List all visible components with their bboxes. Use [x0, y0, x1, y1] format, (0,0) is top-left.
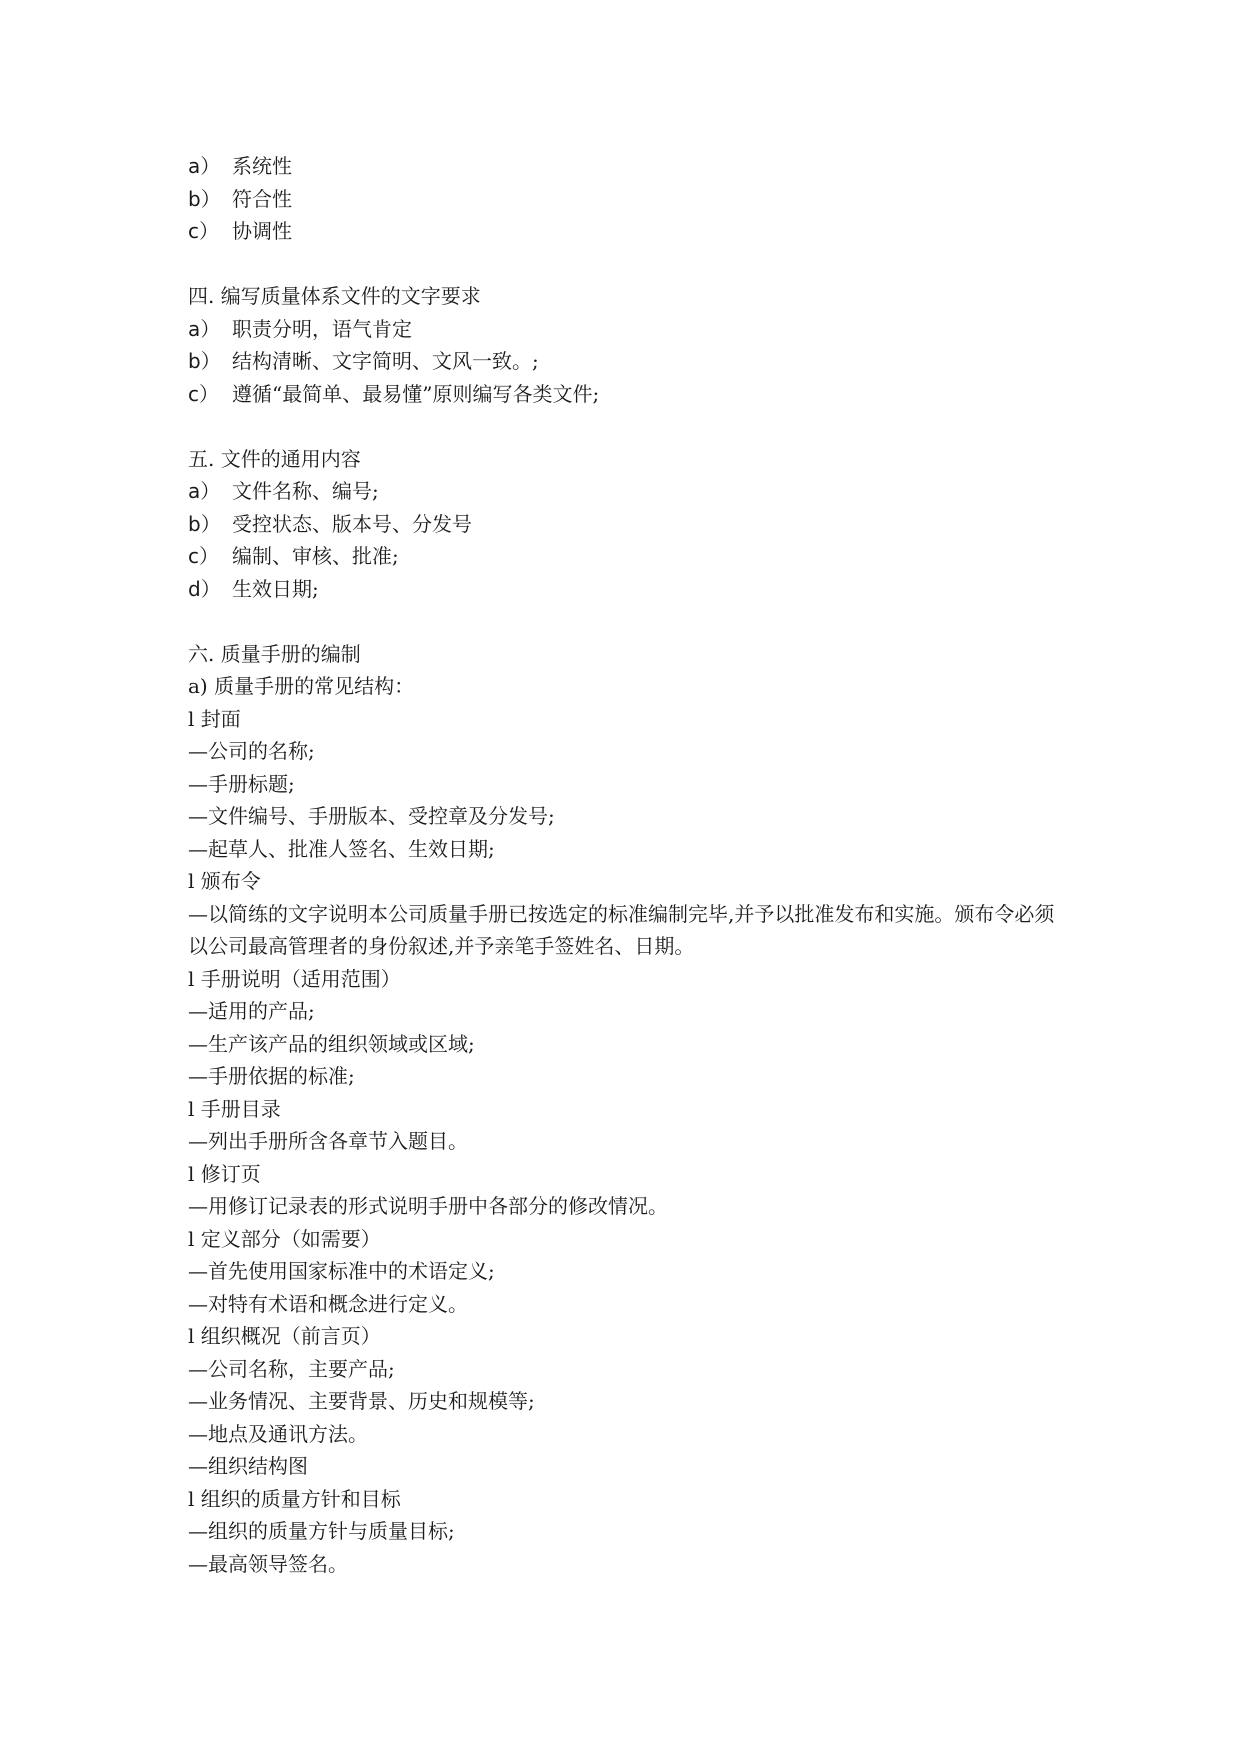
list-text: 协调性	[232, 219, 292, 243]
text-line: —生产该产品的组织领域或区域;	[188, 1031, 475, 1056]
document-page	[188, 150, 1068, 1580]
list-text: 遵循“最简单、最易懂”原则编写各类文件;	[232, 381, 600, 406]
list-item	[188, 313, 1068, 346]
text-line: —手册标题;	[188, 771, 295, 796]
text-line: —公司名称，主要产品;	[188, 1356, 395, 1381]
text-line: —文件编号、手册版本、受控章及分发号;	[188, 804, 555, 828]
text-line: l 手册说明（适用范围）	[188, 966, 401, 991]
list-text: 受控状态、版本号、分发号	[232, 511, 472, 536]
list-item	[188, 508, 1068, 541]
section-heading: 四. 编写质量体系文件的文字要求	[188, 284, 481, 308]
text-line: l 组织概况（前言页）	[188, 1324, 381, 1348]
list-text: 职责分明，语气肯定	[232, 316, 412, 341]
spacer	[188, 248, 1068, 281]
text-line: l 手册目录	[188, 1096, 281, 1121]
text-line: l 封面	[188, 706, 241, 731]
list-text: 生效日期;	[232, 576, 319, 601]
list-text: 文件名称、编号;	[232, 479, 379, 503]
list-label: a）	[188, 316, 221, 341]
text-line: l 组织的质量方针和目标	[188, 1486, 401, 1511]
list-item	[188, 378, 1068, 411]
text-line: —最高领导签名。	[188, 1551, 348, 1576]
text-line: —适用的产品;	[188, 999, 315, 1023]
intro-list	[188, 150, 1068, 248]
text-line: —手册依据的标准;	[188, 1064, 355, 1088]
paragraph: —以简练的文字说明本公司质量手册已按选定的标准编制完毕,并予以批准发布和实施。颁布令必须以公司最高管理者的身份叙述,并予亲笔手签姓名、日期。	[188, 901, 1055, 958]
list-item	[188, 475, 1068, 508]
text-line: —起草人、批准人签名、生效日期;	[188, 836, 495, 861]
section-5	[188, 443, 1068, 606]
section-subheading: a) 质量手册的常见结构：	[188, 674, 415, 698]
list-label: b）	[188, 349, 221, 373]
list-label: b）	[188, 511, 221, 536]
list-label: c）	[188, 544, 219, 568]
list-text: 编制、审核、批准;	[232, 544, 399, 568]
section-heading: 五. 文件的通用内容	[188, 446, 361, 471]
text-line: —组织的质量方针与质量目标;	[188, 1519, 455, 1543]
list-label: c）	[188, 219, 219, 243]
list-label: c）	[188, 381, 219, 406]
list-item	[188, 215, 1068, 248]
text-line: —列出手册所含各章节入题目。	[188, 1129, 468, 1153]
list-item	[188, 150, 1068, 183]
list-text: 符合性	[232, 186, 292, 211]
list-item	[188, 183, 1068, 216]
text-line: l 定义部分（如需要）	[188, 1226, 381, 1251]
section-4	[188, 280, 1068, 410]
text-line: —组织结构图	[188, 1454, 308, 1478]
section-heading: 六. 质量手册的编制	[188, 641, 361, 666]
list-item	[188, 345, 1068, 378]
list-label: a）	[188, 479, 221, 503]
text-line: —地点及通讯方法。	[188, 1421, 368, 1446]
text-line: —公司的名称;	[188, 739, 315, 763]
list-text: 结构清晰、文字简明、文风一致。;	[232, 349, 539, 373]
list-label: d）	[188, 576, 221, 601]
list-label: b）	[188, 186, 221, 211]
list-item	[188, 573, 1068, 606]
text-line: l 颁布令	[188, 869, 261, 893]
section-6	[188, 638, 1068, 1581]
list-text: 系统性	[232, 154, 292, 178]
text-line: —业务情况、主要背景、历史和规模等;	[188, 1389, 535, 1413]
text-line: —对特有术语和概念进行定义。	[188, 1291, 468, 1316]
list-label: a）	[188, 154, 221, 178]
text-line: l 修订页	[188, 1161, 261, 1186]
list-item	[188, 540, 1068, 573]
spacer	[188, 410, 1068, 443]
spacer	[188, 605, 1068, 638]
text-line: —用修订记录表的形式说明手册中各部分的修改情况。	[188, 1194, 668, 1218]
text-line: —首先使用国家标准中的术语定义;	[188, 1259, 495, 1283]
